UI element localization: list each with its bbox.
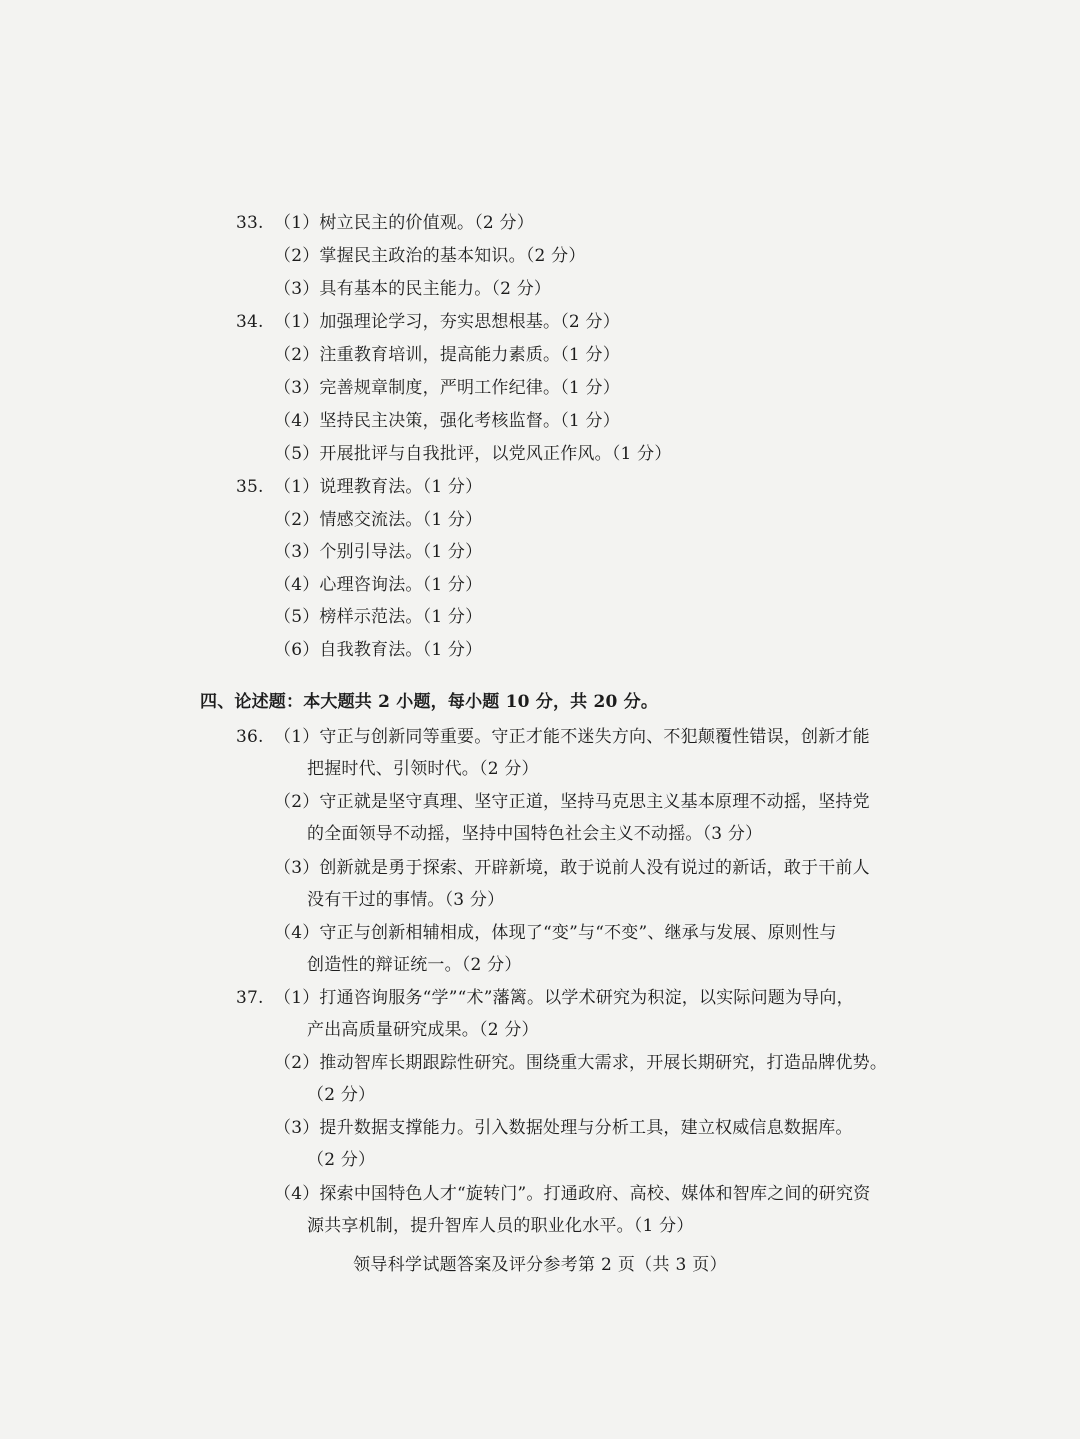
q37-line-1: 37. （1）打通咨询服务“学”“术”藩篱。以学术研究为积淀，以实际问题为导向， <box>236 988 854 1008</box>
q36-line-1: 36. （1）守正与创新同等重要。守正才能不迷失方向、不犯颠覆性错误，创新才能 <box>236 727 870 747</box>
q35-item-3: （3）个别引导法。（1 分） <box>274 542 483 562</box>
q36-line-7: （4）守正与创新相辅相成，体现了“变”与“不变”、继承与发展、原则性与 <box>274 923 837 943</box>
q33-item-3: （3）具有基本的民主能力。（2 分） <box>274 279 552 299</box>
q34-item-1: 34. （1）加强理论学习，夯实思想根基。（2 分） <box>236 312 620 332</box>
q33-number: 33. <box>236 213 264 233</box>
q34-item-3: （3）完善规章制度，严明工作纪律。（1 分） <box>274 378 620 398</box>
q37-line-3: （2）推动智库长期跟踪性研究。围绕重大需求，开展长期研究，打造品牌优势。 <box>274 1053 888 1073</box>
q37-number: 37. <box>236 988 264 1008</box>
q35-number: 35. <box>236 477 264 497</box>
q35-item-4: （4）心理咨询法。（1 分） <box>274 575 483 595</box>
q37-line-4: （2 分） <box>307 1085 376 1105</box>
q35-item-5: （5）榜样示范法。（1 分） <box>274 607 483 627</box>
q36-number: 36. <box>236 727 264 747</box>
q37-line-5: （3）提升数据支撑能力。引入数据处理与分析工具，建立权威信息数据库。 <box>274 1118 853 1138</box>
q34-item-4: （4）坚持民主决策，强化考核监督。（1 分） <box>274 411 620 431</box>
q34-item-2: （2）注重教育培训，提高能力素质。（1 分） <box>274 345 620 365</box>
q37-line-6: （2 分） <box>307 1150 376 1170</box>
q37-line-8: 源共享机制，提升智库人员的职业化水平。（1 分） <box>307 1216 694 1236</box>
q37-line-7: （4）探索中国特色人才“旋转门”。打通政府、高校、媒体和智库之间的研究资 <box>274 1184 871 1204</box>
q36-line-5: （3）创新就是勇于探索、开辟新境，敢于说前人没有说过的新话，敢于干前人 <box>274 858 870 878</box>
q35-item-1: 35. （1）说理教育法。（1 分） <box>236 477 483 497</box>
q36-line-6: 没有干过的事情。（3 分） <box>307 890 505 910</box>
q36-line-3: （2）守正就是坚守真理、坚守正道，坚持马克思主义基本原理不动摇，坚持党 <box>274 792 870 812</box>
q36-line-2: 把握时代、引领时代。（2 分） <box>307 759 539 779</box>
q35-item-6: （6）自我教育法。（1 分） <box>274 640 483 660</box>
q33-item-1: 33. （1）树立民主的价值观。（2 分） <box>236 213 534 233</box>
q36-line-8: 创造性的辩证统一。（2 分） <box>307 955 522 975</box>
section-4-title: 四、论述题：本大题共 2 小题，每小题 10 分，共 20 分。 <box>200 692 659 712</box>
q33-item-2: （2）掌握民主政治的基本知识。（2 分） <box>274 246 586 266</box>
q37-line-2: 产出高质量研究成果。（2 分） <box>307 1020 539 1040</box>
q34-item-5: （5）开展批评与自我批评，以党风正作风。（1 分） <box>274 444 672 464</box>
q34-number: 34. <box>236 312 264 332</box>
page-footer: 领导科学试题答案及评分参考第 2 页（共 3 页） <box>353 1255 727 1275</box>
q36-line-4: 的全面领导不动摇，坚持中国特色社会主义不动摇。（3 分） <box>307 824 763 844</box>
q35-item-2: （2）情感交流法。（1 分） <box>274 510 483 530</box>
